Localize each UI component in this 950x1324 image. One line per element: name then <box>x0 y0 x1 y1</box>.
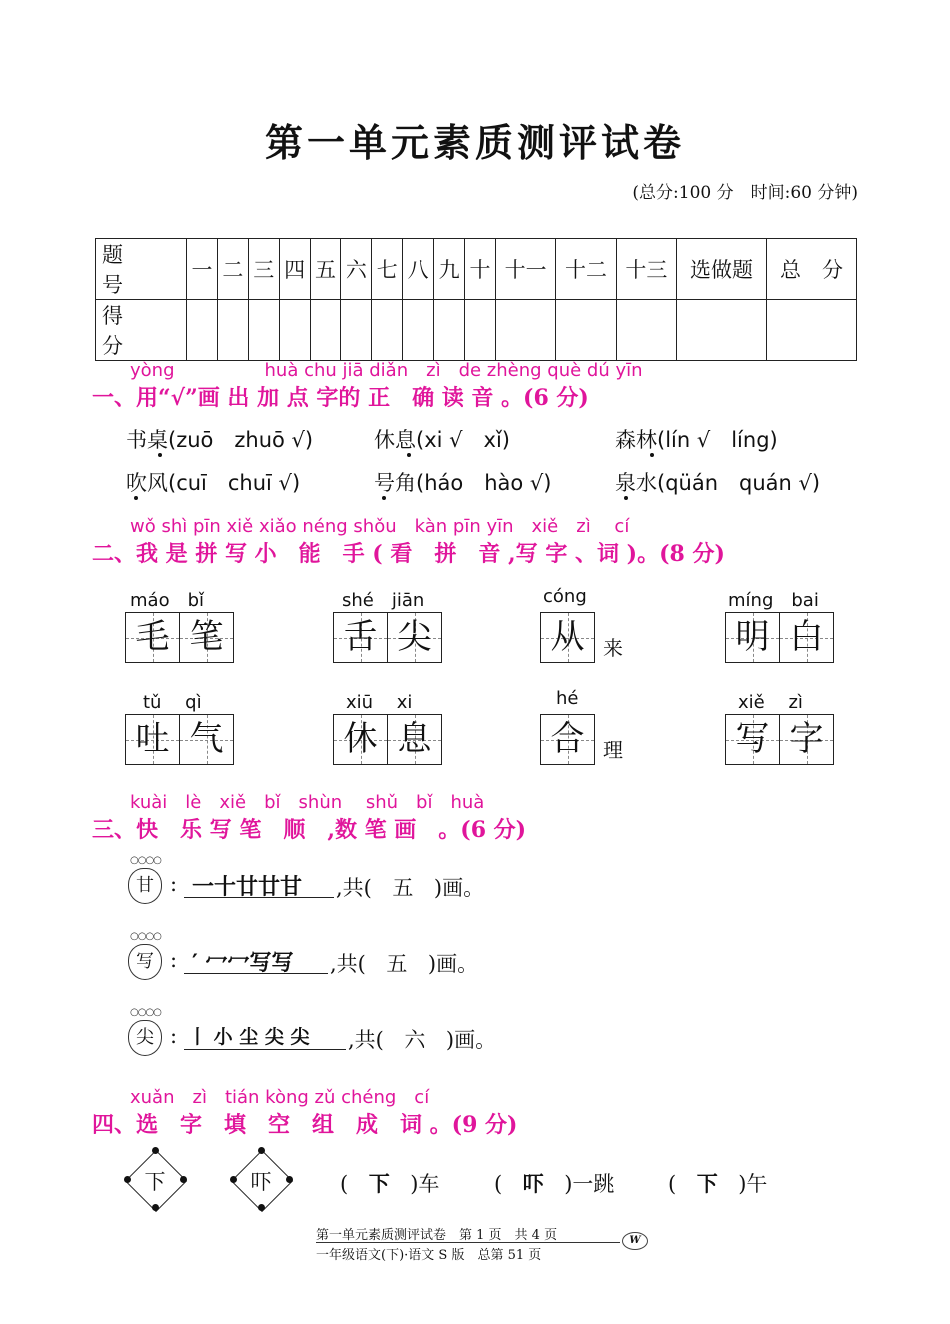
score-cell[interactable] <box>495 300 555 361</box>
footprint-char: 写 <box>128 944 162 980</box>
table-cell: 六 <box>341 239 372 300</box>
emphasis-dot <box>134 496 138 500</box>
section-3-heading: 三、快 乐 写 笔 顺 ,数 笔 画 。(6 分) <box>92 817 527 843</box>
stroke-count-suffix: )画。 <box>433 876 485 900</box>
score-cell[interactable] <box>187 300 218 361</box>
stroke-count-prefix: ,共( <box>348 1028 384 1052</box>
stroke-count-prefix: ,共( <box>330 952 366 976</box>
stroke-count-suffix: )画。 <box>427 952 479 976</box>
table-cell: 七 <box>372 239 403 300</box>
table-cell: 总 分 <box>766 239 856 300</box>
grid-cell[interactable]: 笔 <box>179 613 233 662</box>
grid-cell[interactable]: 白 <box>779 613 833 662</box>
emphasis-dot <box>382 496 386 500</box>
score-cell[interactable] <box>616 300 676 361</box>
exam-info: (总分:100 分 时间:60 分钟) <box>632 183 858 203</box>
table-cell: 十三 <box>616 239 676 300</box>
q1-item <box>615 467 820 497</box>
footprint-char: 尖 <box>128 1020 162 1056</box>
table-cell: 十 <box>465 239 496 300</box>
score-cell[interactable] <box>434 300 465 361</box>
stroke-count[interactable]: 五 <box>386 952 408 976</box>
fill-blank: ( 下 )午 <box>668 1168 767 1198</box>
blank-answer[interactable]: 下 <box>368 1171 390 1196</box>
writing-grid <box>540 714 595 765</box>
stroke-count-prefix: ,共( <box>336 876 372 900</box>
emphasis-dot <box>624 496 628 500</box>
grid-cell[interactable]: 吐 <box>126 715 179 764</box>
grid-suffix: 理 <box>603 738 623 762</box>
grid-cell[interactable]: 休 <box>334 715 387 764</box>
score-cell[interactable] <box>341 300 372 361</box>
writing-grid <box>125 612 234 663</box>
grid-cell[interactable]: 从 <box>541 613 594 662</box>
q1-options[interactable]: (zuō zhuō √) <box>168 428 314 452</box>
grid-cell[interactable]: 毛 <box>126 613 179 662</box>
table-row <box>96 239 857 300</box>
grid-pinyin: xiě zì <box>738 692 803 713</box>
table-cell: 三 <box>248 239 279 300</box>
grid-pinyin: hé <box>556 688 579 709</box>
score-cell[interactable] <box>248 300 279 361</box>
q1-word: 吹风 <box>126 471 168 495</box>
grid-suffix: 来 <box>603 636 623 660</box>
score-cell[interactable] <box>372 300 403 361</box>
answer-line[interactable] <box>184 897 334 898</box>
q1-word: 森林 <box>615 428 657 452</box>
stroke-count[interactable]: 六 <box>404 1028 426 1052</box>
section-1-pinyin: yòng huà chu jiā diǎn zì de zhèng què dú yīn <box>130 360 643 381</box>
q1-item <box>126 467 300 497</box>
publisher-logo: W <box>622 1232 648 1250</box>
answer-line[interactable] <box>184 973 328 974</box>
writing-grid <box>540 612 595 663</box>
table-cell: 题 号 <box>96 239 187 300</box>
q1-word: 泉水 <box>615 471 657 495</box>
blank-answer[interactable]: 下 <box>696 1171 718 1196</box>
table-cell: 四 <box>279 239 310 300</box>
score-cell[interactable] <box>766 300 856 361</box>
fill-blank: ( 吓 )一跳 <box>494 1168 614 1198</box>
score-cell[interactable] <box>677 300 767 361</box>
score-cell[interactable] <box>403 300 434 361</box>
emphasis-dot <box>158 453 162 457</box>
score-cell[interactable] <box>465 300 496 361</box>
footer-line-2: 一年级语文(下)·语文 S 版 总第 51 页 <box>316 1248 542 1263</box>
grid-pinyin: tǔ qì <box>143 692 202 713</box>
table-cell: 十一 <box>495 239 555 300</box>
q1-options[interactable]: (háo hào √) <box>416 471 552 495</box>
footprint-icon: ○○○○ <box>130 1007 161 1018</box>
section-4-pinyin: xuǎn zì tián kòng zǔ chéng cí <box>130 1087 430 1108</box>
score-table <box>95 238 857 361</box>
footer-divider <box>316 1242 620 1243</box>
option-char: 下 <box>144 1170 166 1194</box>
q1-item <box>615 424 778 454</box>
q1-options[interactable]: (xi √ xǐ) <box>416 428 510 452</box>
grid-cell[interactable]: 气 <box>179 715 233 764</box>
q1-word: 号角 <box>374 471 416 495</box>
grid-cell[interactable]: 息 <box>387 715 441 764</box>
grid-pinyin: máo bǐ <box>130 590 205 611</box>
q1-options[interactable]: (lín √ líng) <box>657 428 778 452</box>
q1-item <box>374 424 510 454</box>
writing-grid <box>725 612 834 663</box>
table-cell: 八 <box>403 239 434 300</box>
table-cell: 一 <box>187 239 218 300</box>
score-cell[interactable] <box>217 300 248 361</box>
stroke-order: ′ ⼍⼍写写 <box>192 950 294 976</box>
grid-cell[interactable]: 合 <box>541 715 594 764</box>
writing-grid <box>125 714 234 765</box>
footprint-char: 甘 <box>128 868 162 904</box>
table-cell: 十二 <box>556 239 616 300</box>
blank-answer[interactable]: 吓 <box>522 1171 544 1196</box>
stroke-count-suffix: )画。 <box>445 1028 497 1052</box>
q1-word: 书桌 <box>126 428 168 452</box>
grid-pinyin: cóng <box>543 586 587 607</box>
option-char: 吓 <box>250 1170 272 1194</box>
stroke-order: 一十廿廿甘 <box>192 874 303 900</box>
score-cell[interactable] <box>556 300 616 361</box>
stroke-order: 丨 小 尘 尖 尖 <box>188 1026 310 1048</box>
fill-blank: ( 下 )车 <box>340 1168 439 1198</box>
grid-cell[interactable]: 舌 <box>334 613 387 662</box>
table-row <box>96 300 857 361</box>
footer-line-1: 第一单元素质测评试卷 第 1 页 共 4 页 <box>316 1228 558 1243</box>
q1-word: 休息 <box>374 428 416 452</box>
grid-pinyin: xiū xi <box>346 692 413 713</box>
q1-options[interactable]: (cuī chuī √) <box>168 471 301 495</box>
page-title: 第一单元素质测评试卷 <box>264 120 685 165</box>
table-cell: 得 分 <box>96 300 187 361</box>
section-2-pinyin: wǒ shì pīn xiě xiǎo néng shǒu kàn pīn yīn xiě zì cí <box>130 516 630 537</box>
table-cell: 九 <box>434 239 465 300</box>
footprint-icon: ○○○○ <box>130 931 161 942</box>
q1-item <box>374 467 552 497</box>
grid-cell[interactable]: 写 <box>726 715 779 764</box>
score-cell[interactable] <box>310 300 341 361</box>
q1-item <box>126 424 313 454</box>
emphasis-dot <box>650 453 654 457</box>
section-3-pinyin: kuài lè xiě bǐ shùn shǔ bǐ huà <box>130 792 485 813</box>
writing-grid <box>725 714 834 765</box>
grid-cell[interactable]: 字 <box>779 715 833 764</box>
table-cell: 五 <box>310 239 341 300</box>
writing-grid <box>333 612 442 663</box>
table-cell: 选做题 <box>677 239 767 300</box>
stroke-count[interactable]: 五 <box>392 876 414 900</box>
answer-line[interactable] <box>184 1049 346 1050</box>
section-4-heading: 四、选 字 填 空 组 成 词 。(9 分) <box>92 1112 518 1138</box>
q1-options[interactable]: (qüán quán √) <box>657 471 821 495</box>
grid-pinyin: míng bai <box>728 590 819 611</box>
footprint-icon: ○○○○ <box>130 855 161 866</box>
score-cell[interactable] <box>279 300 310 361</box>
table-cell: 二 <box>217 239 248 300</box>
writing-grid <box>333 714 442 765</box>
emphasis-dot <box>407 453 411 457</box>
section-2-heading: 二、我 是 拼 写 小 能 手 ( 看 拼 音 ,写 字 、词 )。(8 分) <box>92 541 725 567</box>
section-1-heading: 一、用“√”画 出 加 点 字的 正 确 读 音 。(6 分) <box>92 385 589 411</box>
grid-cell[interactable]: 明 <box>726 613 779 662</box>
grid-pinyin: shé jiān <box>342 590 425 611</box>
grid-cell[interactable]: 尖 <box>387 613 441 662</box>
